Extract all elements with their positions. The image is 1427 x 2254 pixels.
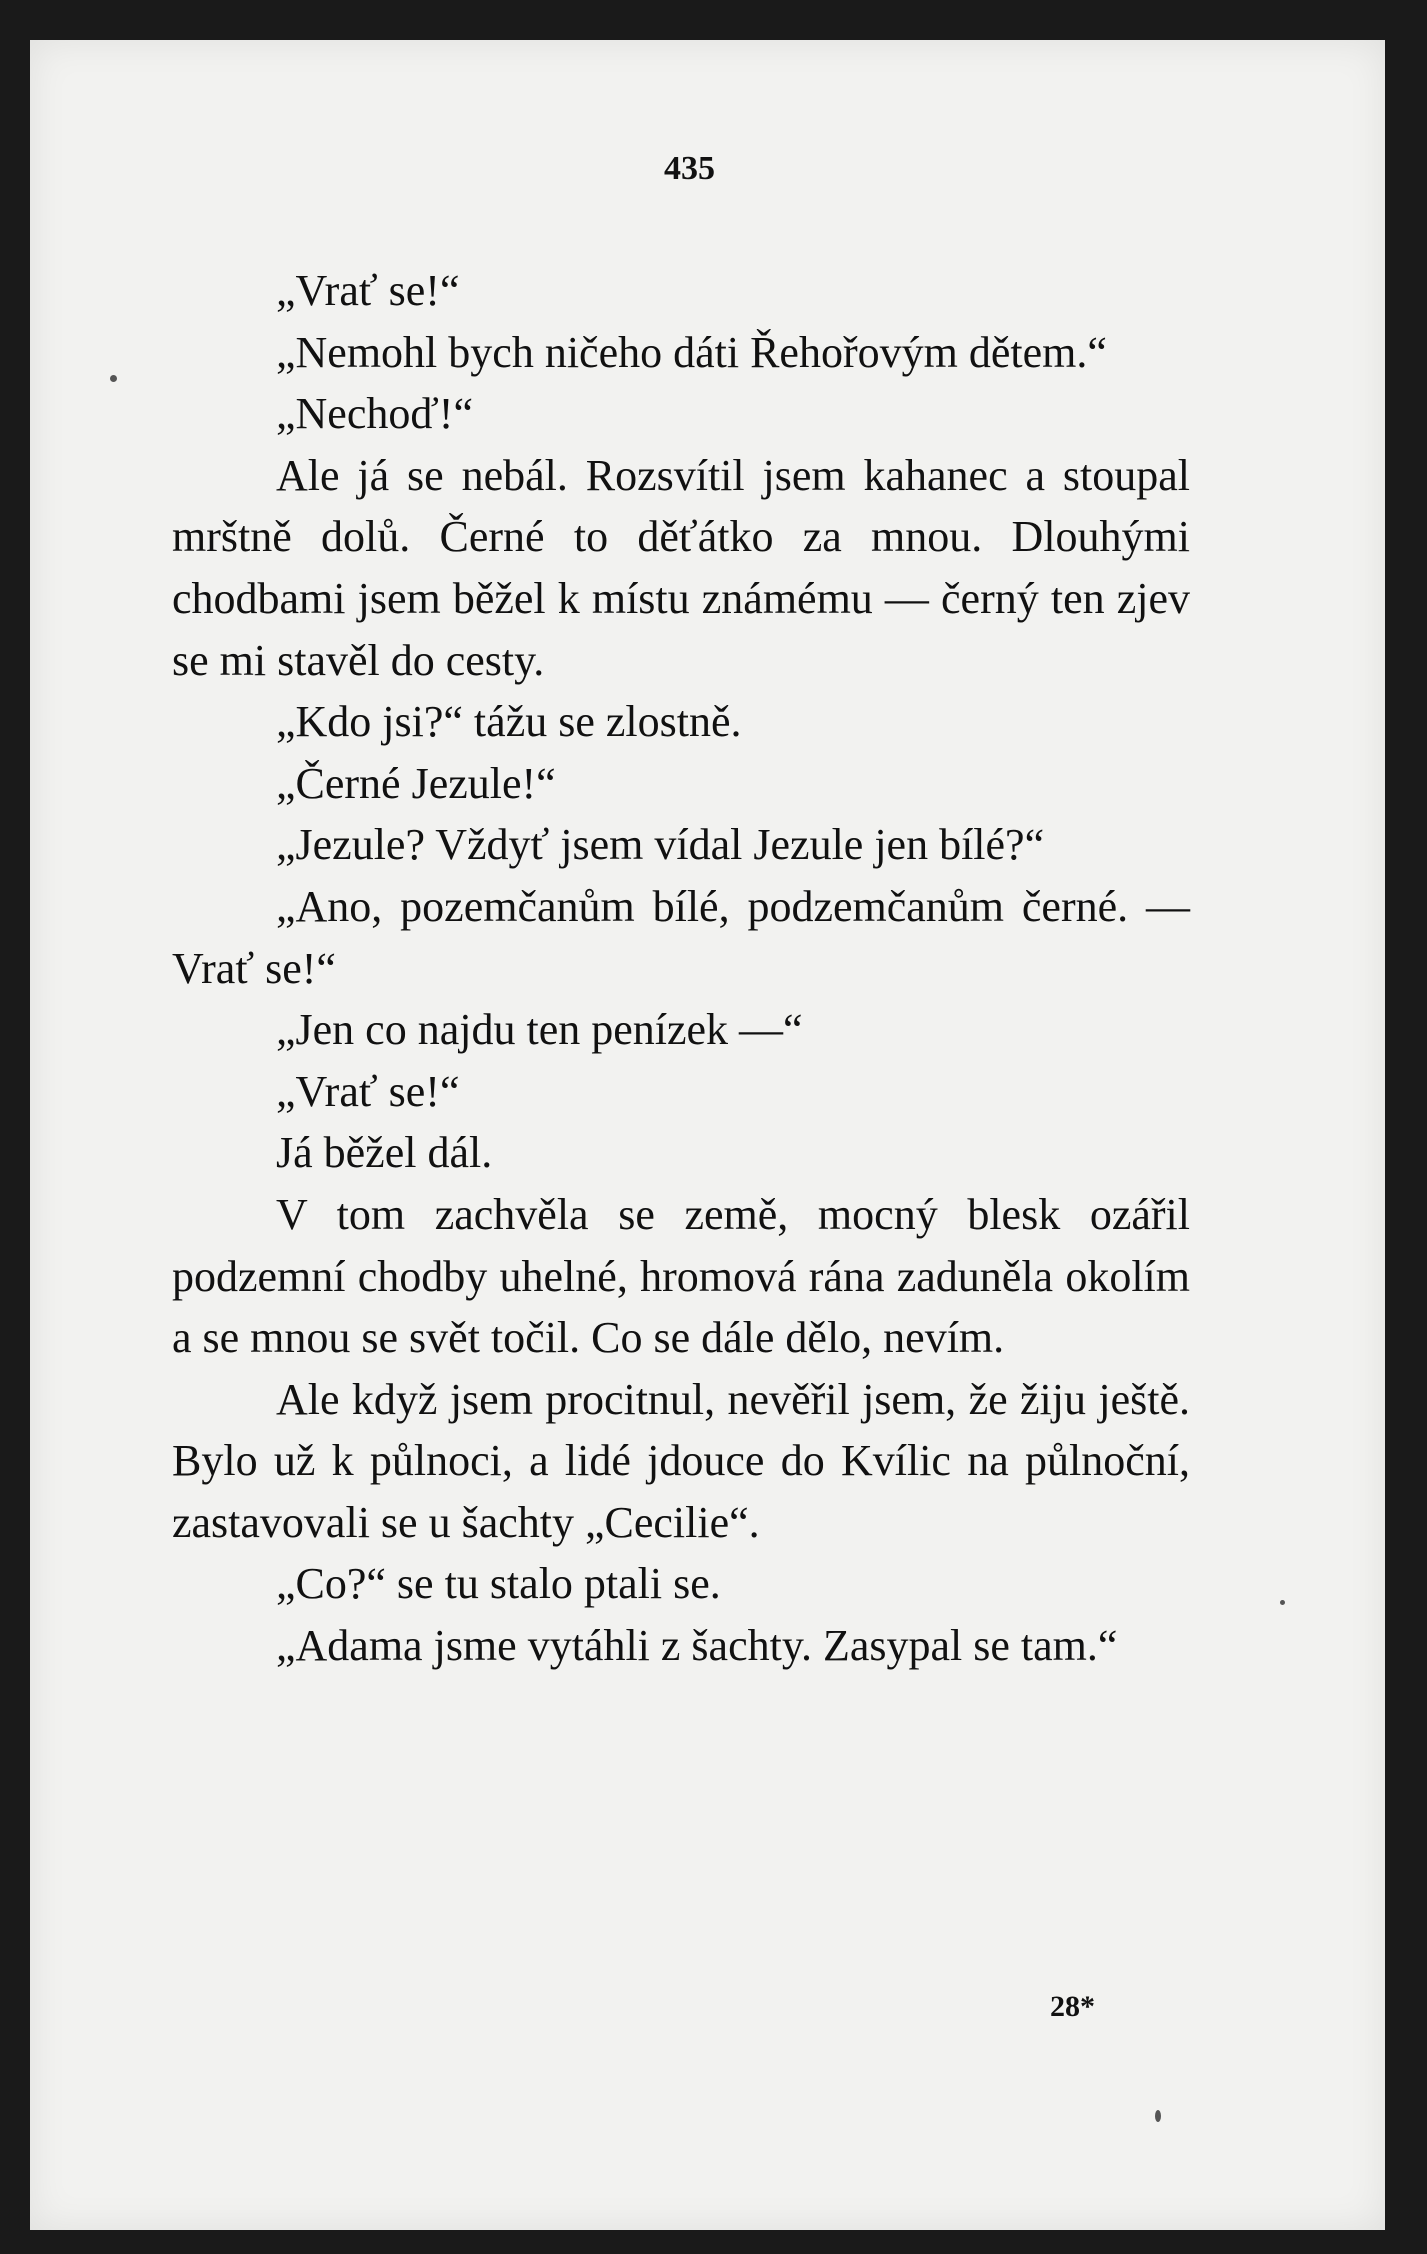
paragraph: „Nechoď!“ — [276, 389, 473, 439]
ink-speck — [110, 375, 117, 382]
paragraph: „Ano, pozemčanům bílé, podzemčanům černé. — Vrať se!“ — [172, 881, 1190, 993]
paragraph: „Vrať se!“ — [276, 1066, 460, 1116]
paragraph: „Vrať se!“ — [276, 266, 460, 315]
paragraph: „Jezule? Vždyť jsem vídal Jezule jen bílé?“ — [276, 820, 1045, 870]
paragraph: „Kdo jsi?“ tážu se zlostně. — [276, 697, 742, 747]
paragraph: Já běžel dál. — [276, 1128, 493, 1178]
paragraph: Ale já se nebál. Rozsvítil jsem kahanec a stoupal mrštně dolů. Černé to děťátko za mnou. Dlouhými chodbami jsem běžel k místu známému — černý ten zjev se mi stavěl do cesty. — [172, 450, 1190, 685]
book-page — [30, 40, 1385, 2230]
signature-mark: 28* — [1050, 1990, 1095, 2023]
page-number: 435 — [664, 150, 715, 187]
paragraph: „Jen co najdu ten penízek —“ — [276, 1005, 803, 1055]
paragraph: „Co?“ se tu stalo ptali se. — [276, 1559, 721, 1609]
page-body — [172, 260, 1190, 1677]
ink-speck — [1155, 2110, 1161, 2122]
paragraph: Ale když jsem procitnul, nevěřil jsem, že žiju ještě. Bylo už k půlnoci, a lidé jdouce do Kvílic na půlnoční, zastavovali se u šachty „Cecilie“. — [172, 1374, 1190, 1547]
paragraph: V tom zachvěla se země, mocný blesk ozářil podzemní chodby uhelné, hromová rána zaduněla okolím a se mnou se svět točil. Co se dále dělo, nevím. — [172, 1189, 1190, 1363]
ink-speck — [1280, 1600, 1285, 1605]
paragraph: „Černé Jezule!“ — [276, 758, 556, 808]
paragraph: „Nemohl bych ničeho dáti Řehořovým dětem.“ — [276, 327, 1107, 377]
paragraph: „Adama jsme vytáhli z šachty. Zasypal se tam.“ — [276, 1621, 1118, 1671]
